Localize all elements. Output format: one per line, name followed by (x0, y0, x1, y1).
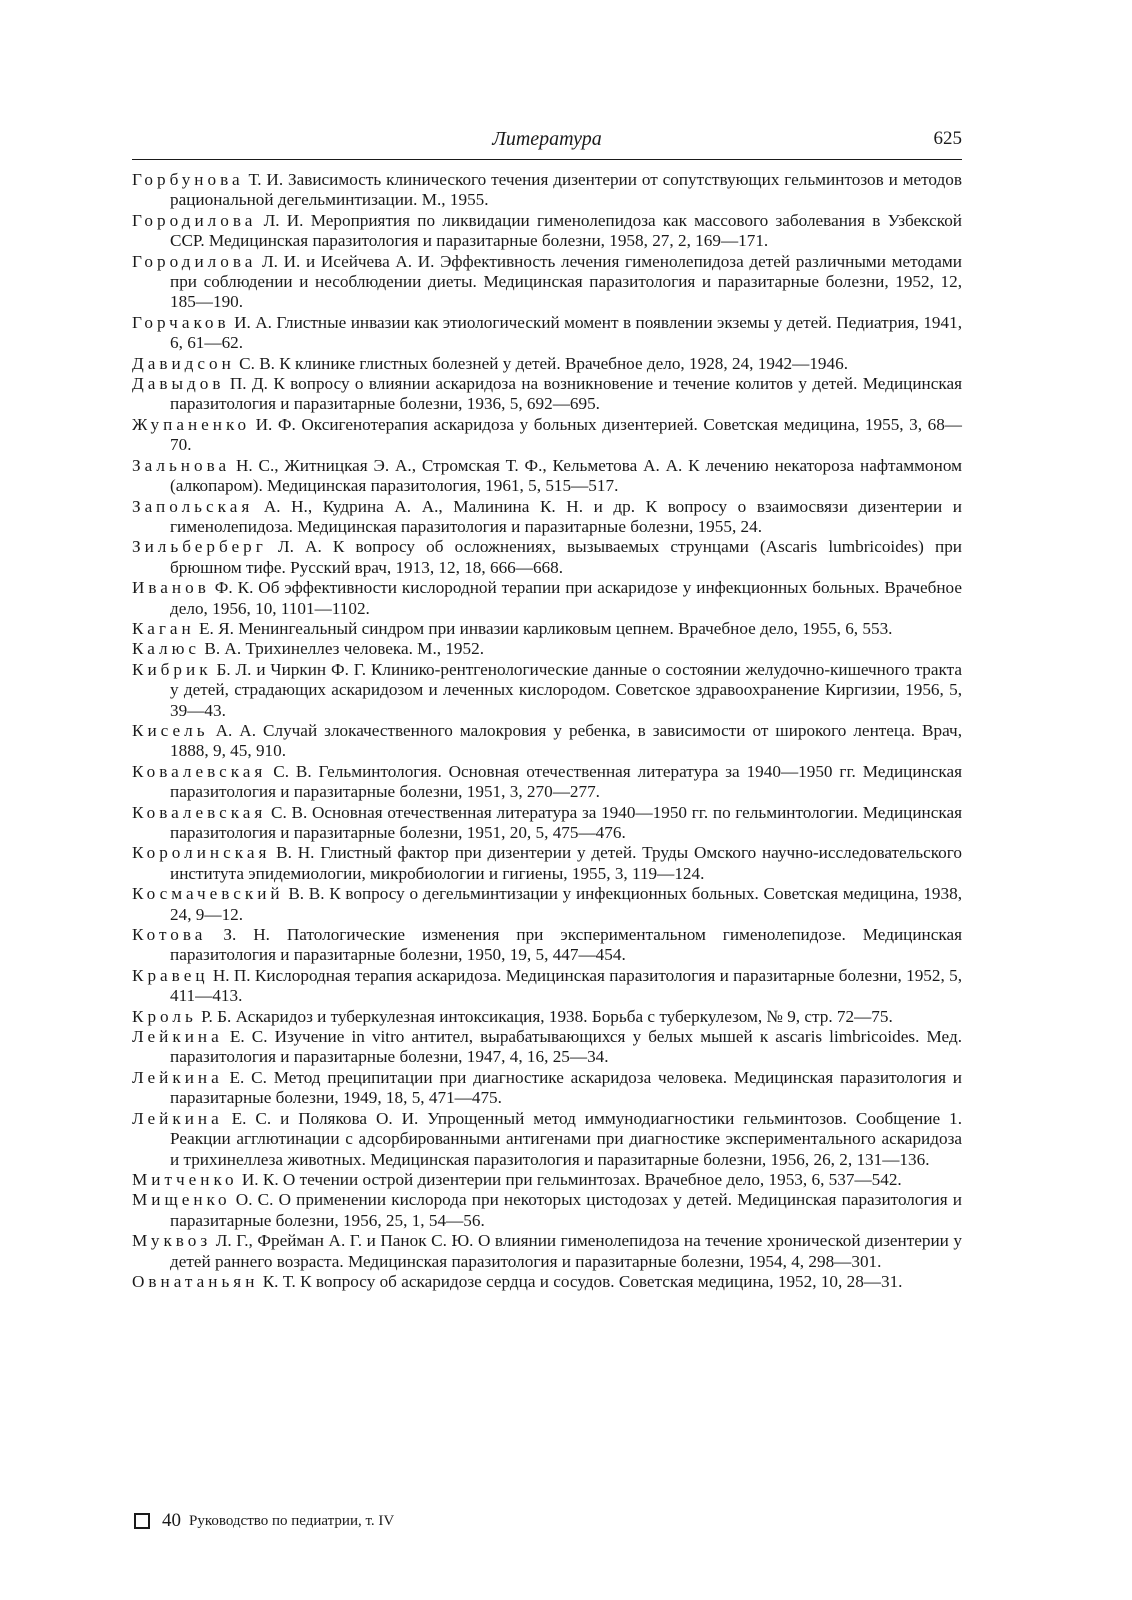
reference-entry (132, 497, 962, 538)
reference-author: Кибрик (132, 659, 212, 679)
reference-text: В. А. Трихинеллез человека. М., 1952. (200, 639, 485, 659)
running-header (132, 122, 962, 156)
reference-author: Давидсон (132, 353, 235, 373)
reference-text: И. К. О течении острой дизентерии при гельминтозах. Врачебное дело, 1953, 6, 537—542. (237, 1169, 902, 1189)
reference-entry (132, 1170, 962, 1190)
reference-author: Овнатаньян (132, 1271, 259, 1291)
reference-author: Лейкина (132, 1108, 223, 1128)
reference-entry (132, 721, 962, 762)
reference-entry (132, 313, 962, 354)
reference-author: Иванов (132, 578, 210, 598)
reference-entry (132, 966, 962, 1007)
reference-entry (132, 660, 962, 721)
reference-entry (132, 639, 962, 659)
reference-entry (132, 1231, 962, 1272)
reference-text: П. Д. К вопросу о влиянии аскаридоза на возникновение и течение колитов у детей. Медицинская паразитология и паразитарные болезни, 1936, 5, 692—695. (170, 374, 962, 414)
reference-author: Лейкина (132, 1067, 223, 1087)
reference-author: Космачевский (132, 884, 284, 904)
reference-entry (132, 1068, 962, 1109)
reference-entry (132, 1190, 962, 1231)
reference-author: Горчаков (132, 312, 230, 332)
reference-author: Митченко (132, 1169, 238, 1189)
reference-text: С. В. Основная отечественная литература за 1940—1950 гг. по гельминтологии. Медицинская паразитология и паразитарные болезни, 1951, 20, 5, 475—476. (170, 802, 962, 842)
reference-text: В. Н. Глистный фактор при дизентерии у детей. Труды Омского научно-исследовательского института эпидемиологии, микробиологии и гигиены, 1955, 3, 119—124. (170, 843, 962, 883)
reference-text: С. В. Гельминтология. Основная отечественная литература за 1940—1950 гг. Медицинская паразитология и паразитарные болезни, 1951, 3, 270—277. (170, 761, 962, 802)
reference-text: Л. А. К вопросу об осложнениях, вызываемых струнцами (Ascaris lumbricoides) при брюшном тифе. Русский врач, 1913, 12, 18, 666—668. (170, 537, 962, 577)
reference-author: Зальнова (132, 455, 231, 475)
reference-author: Котова (132, 925, 207, 945)
reference-text: З. Н. Патологические изменения при экспериментальном гименолепидозе. Медицинская паразитология и паразитарные болезни, 1950, 19, 5, 447—454. (170, 925, 962, 965)
reference-text: В. В. К вопросу о дегельминтизации у инфекционных больных. Советская медицина, 1938, 24, 9—12. (170, 884, 962, 924)
reference-author: Лейкина (132, 1027, 223, 1047)
square-mark-icon (134, 1513, 150, 1529)
reference-entry (132, 762, 962, 803)
reference-author: Каган (132, 618, 195, 638)
reference-text: Б. Л. и Чиркин Ф. Г. Клинико-рентгенологические данные о состоянии желудочно-кишечного тракта у детей, страдающих аскаридозом и леченных кислородом. Советское здравоохранение Киргизии, 1956, 5, 39—43. (170, 659, 962, 720)
reference-entry (132, 578, 962, 619)
reference-author: Зильберберг (132, 537, 267, 557)
reference-entry (132, 456, 962, 497)
reference-entry (132, 925, 962, 966)
reference-author: Давыдов (132, 374, 225, 394)
reference-list (132, 170, 962, 1292)
section-title: Литература (492, 128, 602, 150)
reference-entry (132, 1007, 962, 1027)
reference-text: Л. Г., Фрейман А. Г. и Панок С. Ю. О влиянии гименолепидоза на течение хронической дизентерии у детей раннего возраста. Медицинская паразитология и паразитарные болезни, 1954, 4, 298—301. (170, 1231, 962, 1271)
reference-text: Р. Б. Аскаридоз и туберкулезная интоксикация, 1938. Борьба с туберкулезом, № 9, стр. 72—75. (196, 1006, 893, 1026)
reference-text: Л. И. и Исейчева А. И. Эффективность лечения гименолепидоза детей различными методами при соблюдении и несоблюдении диеты. Медицинская паразитология и паразитарные болезни, 1952, 12, 185—190. (170, 251, 962, 312)
reference-author: Королинская (132, 843, 271, 863)
signature-footer (134, 1509, 394, 1533)
reference-text: А. Н., Кудрина А. А., Малинина К. Н. и др. К вопросу о взаимосвязи дизентерии и гименолепидоза. Медицинская паразитология и паразитарные болезни, 1955, 24. (170, 496, 962, 536)
reference-text: А. А. Случай злокачественного малокровия у ребенка, в зависимости от широкого лентеца. Врач, 1888, 9, 45, 910. (170, 720, 962, 761)
reference-entry (132, 415, 962, 456)
reference-text: Е. С. Метод преципитации при диагностике аскаридоза человека. Медицинская паразитология и паразитарные болезни, 1949, 18, 5, 471—475. (170, 1067, 962, 1108)
reference-author: Кроль (132, 1006, 197, 1026)
reference-text: Е. С. Изучение in vitro антител, вырабатывающихся у белых мышей к ascaris limbricoides. Мед. паразитология и паразитарные болезни, 1947, 4, 16, 25—34. (170, 1027, 962, 1067)
sheet-number: 40 (162, 1510, 181, 1531)
reference-text: Л. И. Мероприятия по ликвидации гименолепидоза как массового заболевания в Узбекской ССР. Медицинская паразитология и паразитарные болезни, 1958, 27, 2, 169—171. (170, 210, 962, 251)
reference-entry (132, 1272, 962, 1292)
reference-author: Запольская (132, 496, 254, 516)
reference-entry (132, 803, 962, 844)
reference-author: Кравец (132, 965, 209, 985)
reference-author: Ковалевская (132, 802, 267, 822)
reference-author: Горбунова (132, 170, 244, 189)
reference-text: Н. П. Кислородная терапия аскаридоза. Медицинская паразитология и паразитарные болезни, 1952, 5, 411—413. (170, 965, 962, 1006)
reference-entry (132, 252, 962, 313)
reference-author: Ковалевская (132, 761, 267, 781)
reference-author: Калюс (132, 639, 201, 659)
reference-author: Жупаненко (132, 414, 251, 434)
reference-entry (132, 843, 962, 884)
reference-author: Мищенко (132, 1190, 231, 1210)
book-title: Руководство по педиатрии, т. IV (189, 1512, 395, 1529)
reference-entry (132, 884, 962, 925)
reference-text: И. Ф. Оксигенотерапия аскаридоза у больных дизентерией. Советская медицина, 1955, 3, 68—70. (170, 414, 962, 455)
reference-text: Е. С. и Полякова О. И. Упрощенный метод иммунодиагностики гельминтозов. Сообщение 1. Реакции агглютинации с адсорбированными антигенами при диагностике экспериментального аскаридоза и трихинеллеза животных. Медицинская паразитология и паразитарные болезни, 1956, 26, 2, 131—136. (170, 1108, 962, 1169)
page-number: 625 (933, 128, 962, 149)
reference-text: Н. С., Житницкая Э. А., Стромская Т. Ф., Кельметова А. А. К лечению некатороза нафтаммоном (алкопаром). Медицинская паразитология, 1961, 5, 515—517. (170, 455, 962, 496)
reference-entry (132, 354, 962, 374)
reference-author: Муквоз (132, 1231, 212, 1251)
reference-entry (132, 619, 962, 639)
reference-text: Ф. К. Об эффективности кислородной терапии при аскаридозе у инфекционных больных. Врачебное дело, 1956, 10, 1101—1102. (170, 578, 962, 618)
reference-entry (132, 211, 962, 252)
reference-author: Городилова (132, 210, 257, 230)
reference-entry (132, 374, 962, 415)
reference-text: Т. И. Зависимость клинического течения дизентерии от сопутствующих гельминтозов и методов рациональной дегельминтизации. М., 1955. (170, 170, 962, 210)
header-rule (132, 159, 962, 160)
reference-text: Е. Я. Менингеальный синдром при инвазии карликовым цепнем. Врачебное дело, 1955, 6, 553. (194, 618, 893, 638)
reference-entry (132, 537, 962, 578)
reference-author: Городилова (132, 251, 257, 271)
reference-text: К. Т. К вопросу об аскаридозе сердца и сосудов. Советская медицина, 1952, 10, 28—31. (258, 1271, 903, 1291)
reference-author: Кисель (132, 720, 209, 740)
reference-entry (132, 1027, 962, 1068)
reference-entry (132, 170, 962, 211)
reference-text: О. С. О применении кислорода при некоторых цистодозах у детей. Медицинская паразитология и паразитарные болезни, 1956, 25, 1, 54—56. (170, 1190, 962, 1230)
reference-text: И. А. Глистные инвазии как этиологический момент в появлении экземы у детей. Педиатрия, 1941, 6, 61—62. (170, 312, 962, 353)
reference-entry (132, 1109, 962, 1170)
reference-text: С. В. К клинике глистных болезней у детей. Врачебное дело, 1928, 24, 1942—1946. (234, 353, 849, 373)
